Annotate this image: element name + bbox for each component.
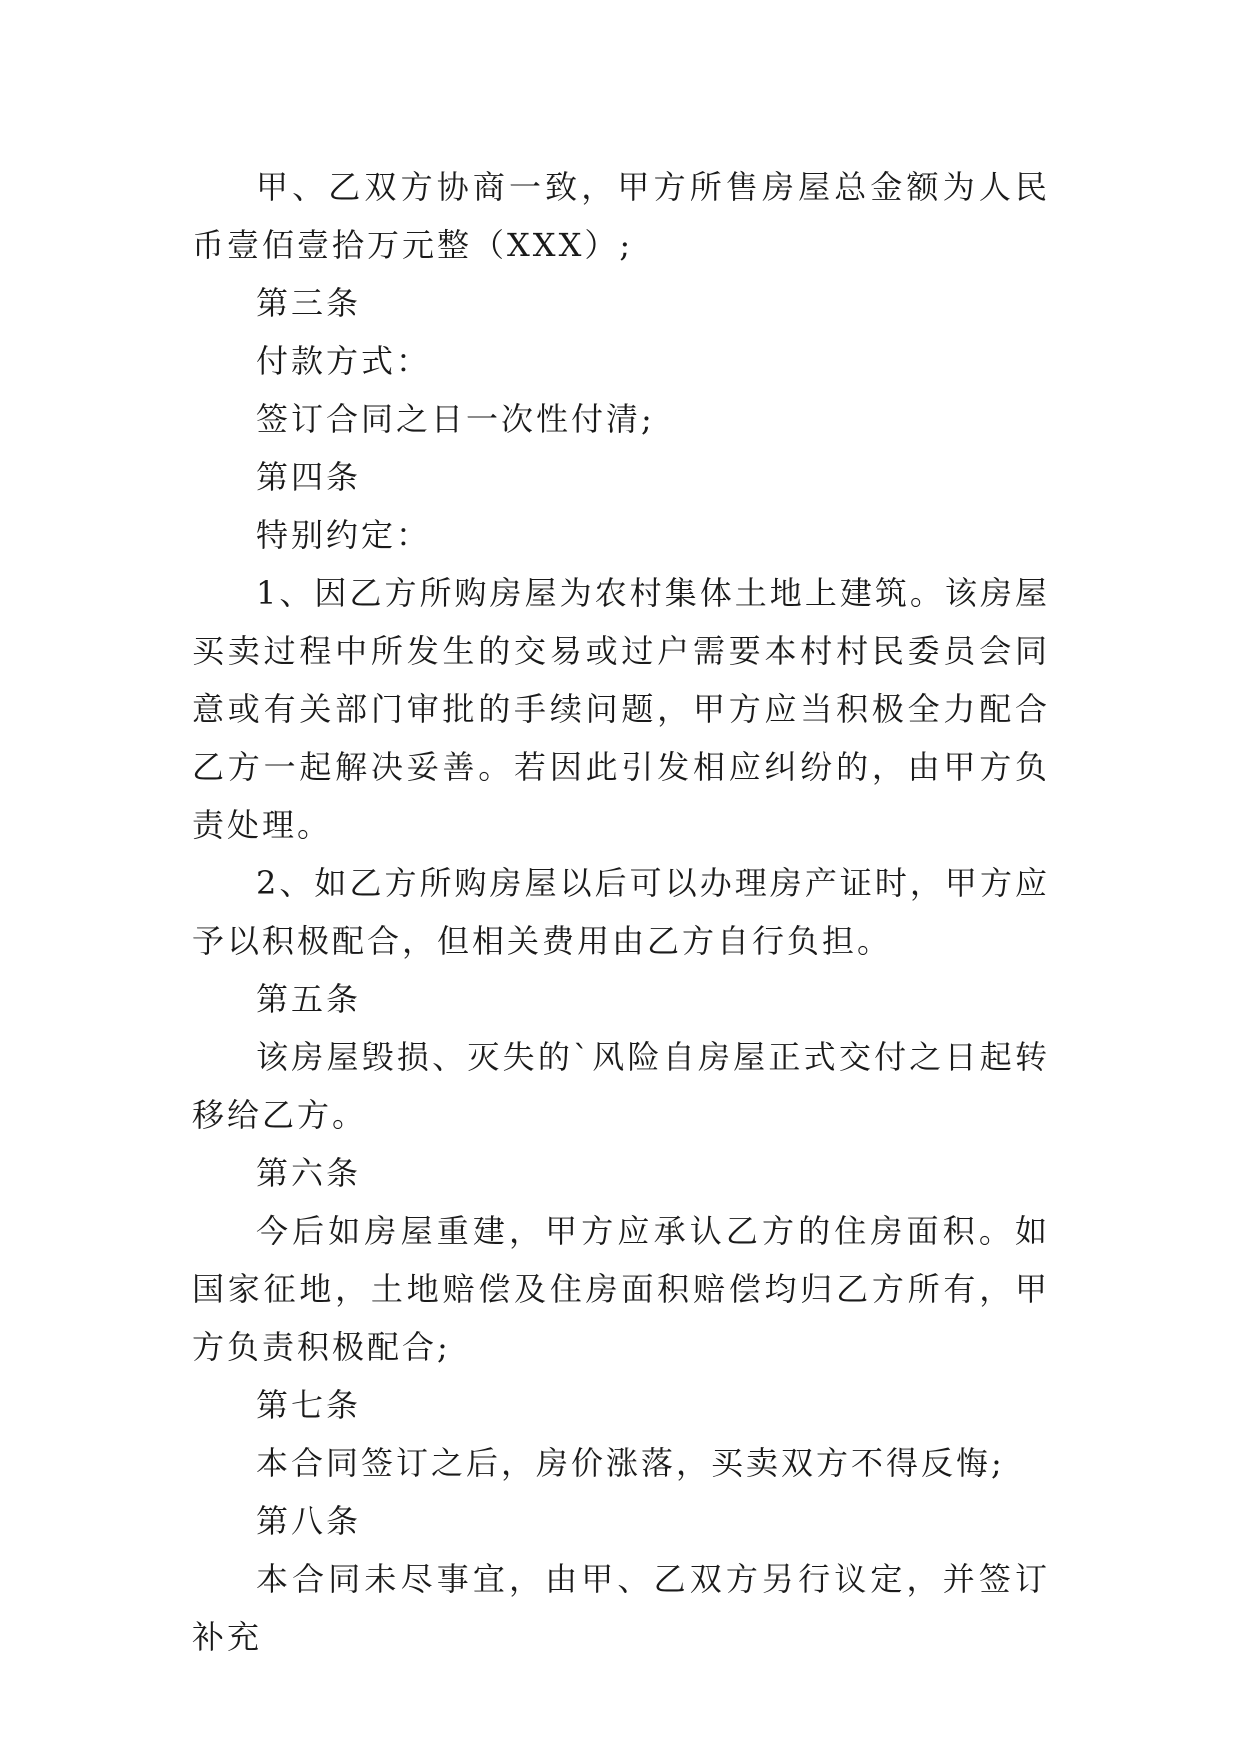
paragraph-special-term-1: 1、因乙方所购房屋为农村集体土地上建筑。该房屋买卖过程中所发生的交易或过户需要本村村民委员会同意或有关部门审批的手续问题，甲方应当积极全力配合乙方一起解决妥善。若因此引发相应纠纷的，由甲方负责处理。	[192, 574, 1050, 844]
paragraph-special-terms-label: 特别约定：	[256, 516, 432, 554]
paragraph-supplementary: 本合同未尽事宜，由甲、乙双方另行议定，并签订补充	[192, 1560, 1050, 1656]
heading-article-3: 第三条	[256, 284, 362, 322]
heading-article-8: 第八条	[256, 1502, 362, 1540]
paragraph-special-term-2: 2、如乙方所购房屋以后可以办理房产证时，甲方应予以积极配合，但相关费用由乙方自行负担。	[192, 864, 1050, 960]
paragraph-no-regret: 本合同签订之后，房价涨落，买卖双方不得反悔;	[256, 1444, 1005, 1482]
heading-article-5: 第五条	[256, 980, 362, 1018]
paragraph-risk-transfer: 该房屋毁损、灭失的`风险自房屋正式交付之日起转移给乙方。	[192, 1038, 1050, 1134]
document-body	[192, 158, 1050, 1666]
paragraph-total-price: 甲、乙双方协商一致，甲方所售房屋总金额为人民币壹佰壹拾万元整（XXX）;	[192, 168, 1050, 264]
heading-article-4: 第四条	[256, 458, 362, 496]
paragraph-payment-method-label: 付款方式：	[256, 342, 432, 380]
heading-article-7: 第七条	[256, 1386, 362, 1424]
paragraph-rebuild-compensation: 今后如房屋重建，甲方应承认乙方的住房面积。如国家征地，土地赔偿及住房面积赔偿均归乙方所有，甲方负责积极配合;	[192, 1212, 1050, 1366]
heading-article-6: 第六条	[256, 1154, 362, 1192]
paragraph-payment-terms: 签订合同之日一次性付清;	[256, 400, 655, 438]
